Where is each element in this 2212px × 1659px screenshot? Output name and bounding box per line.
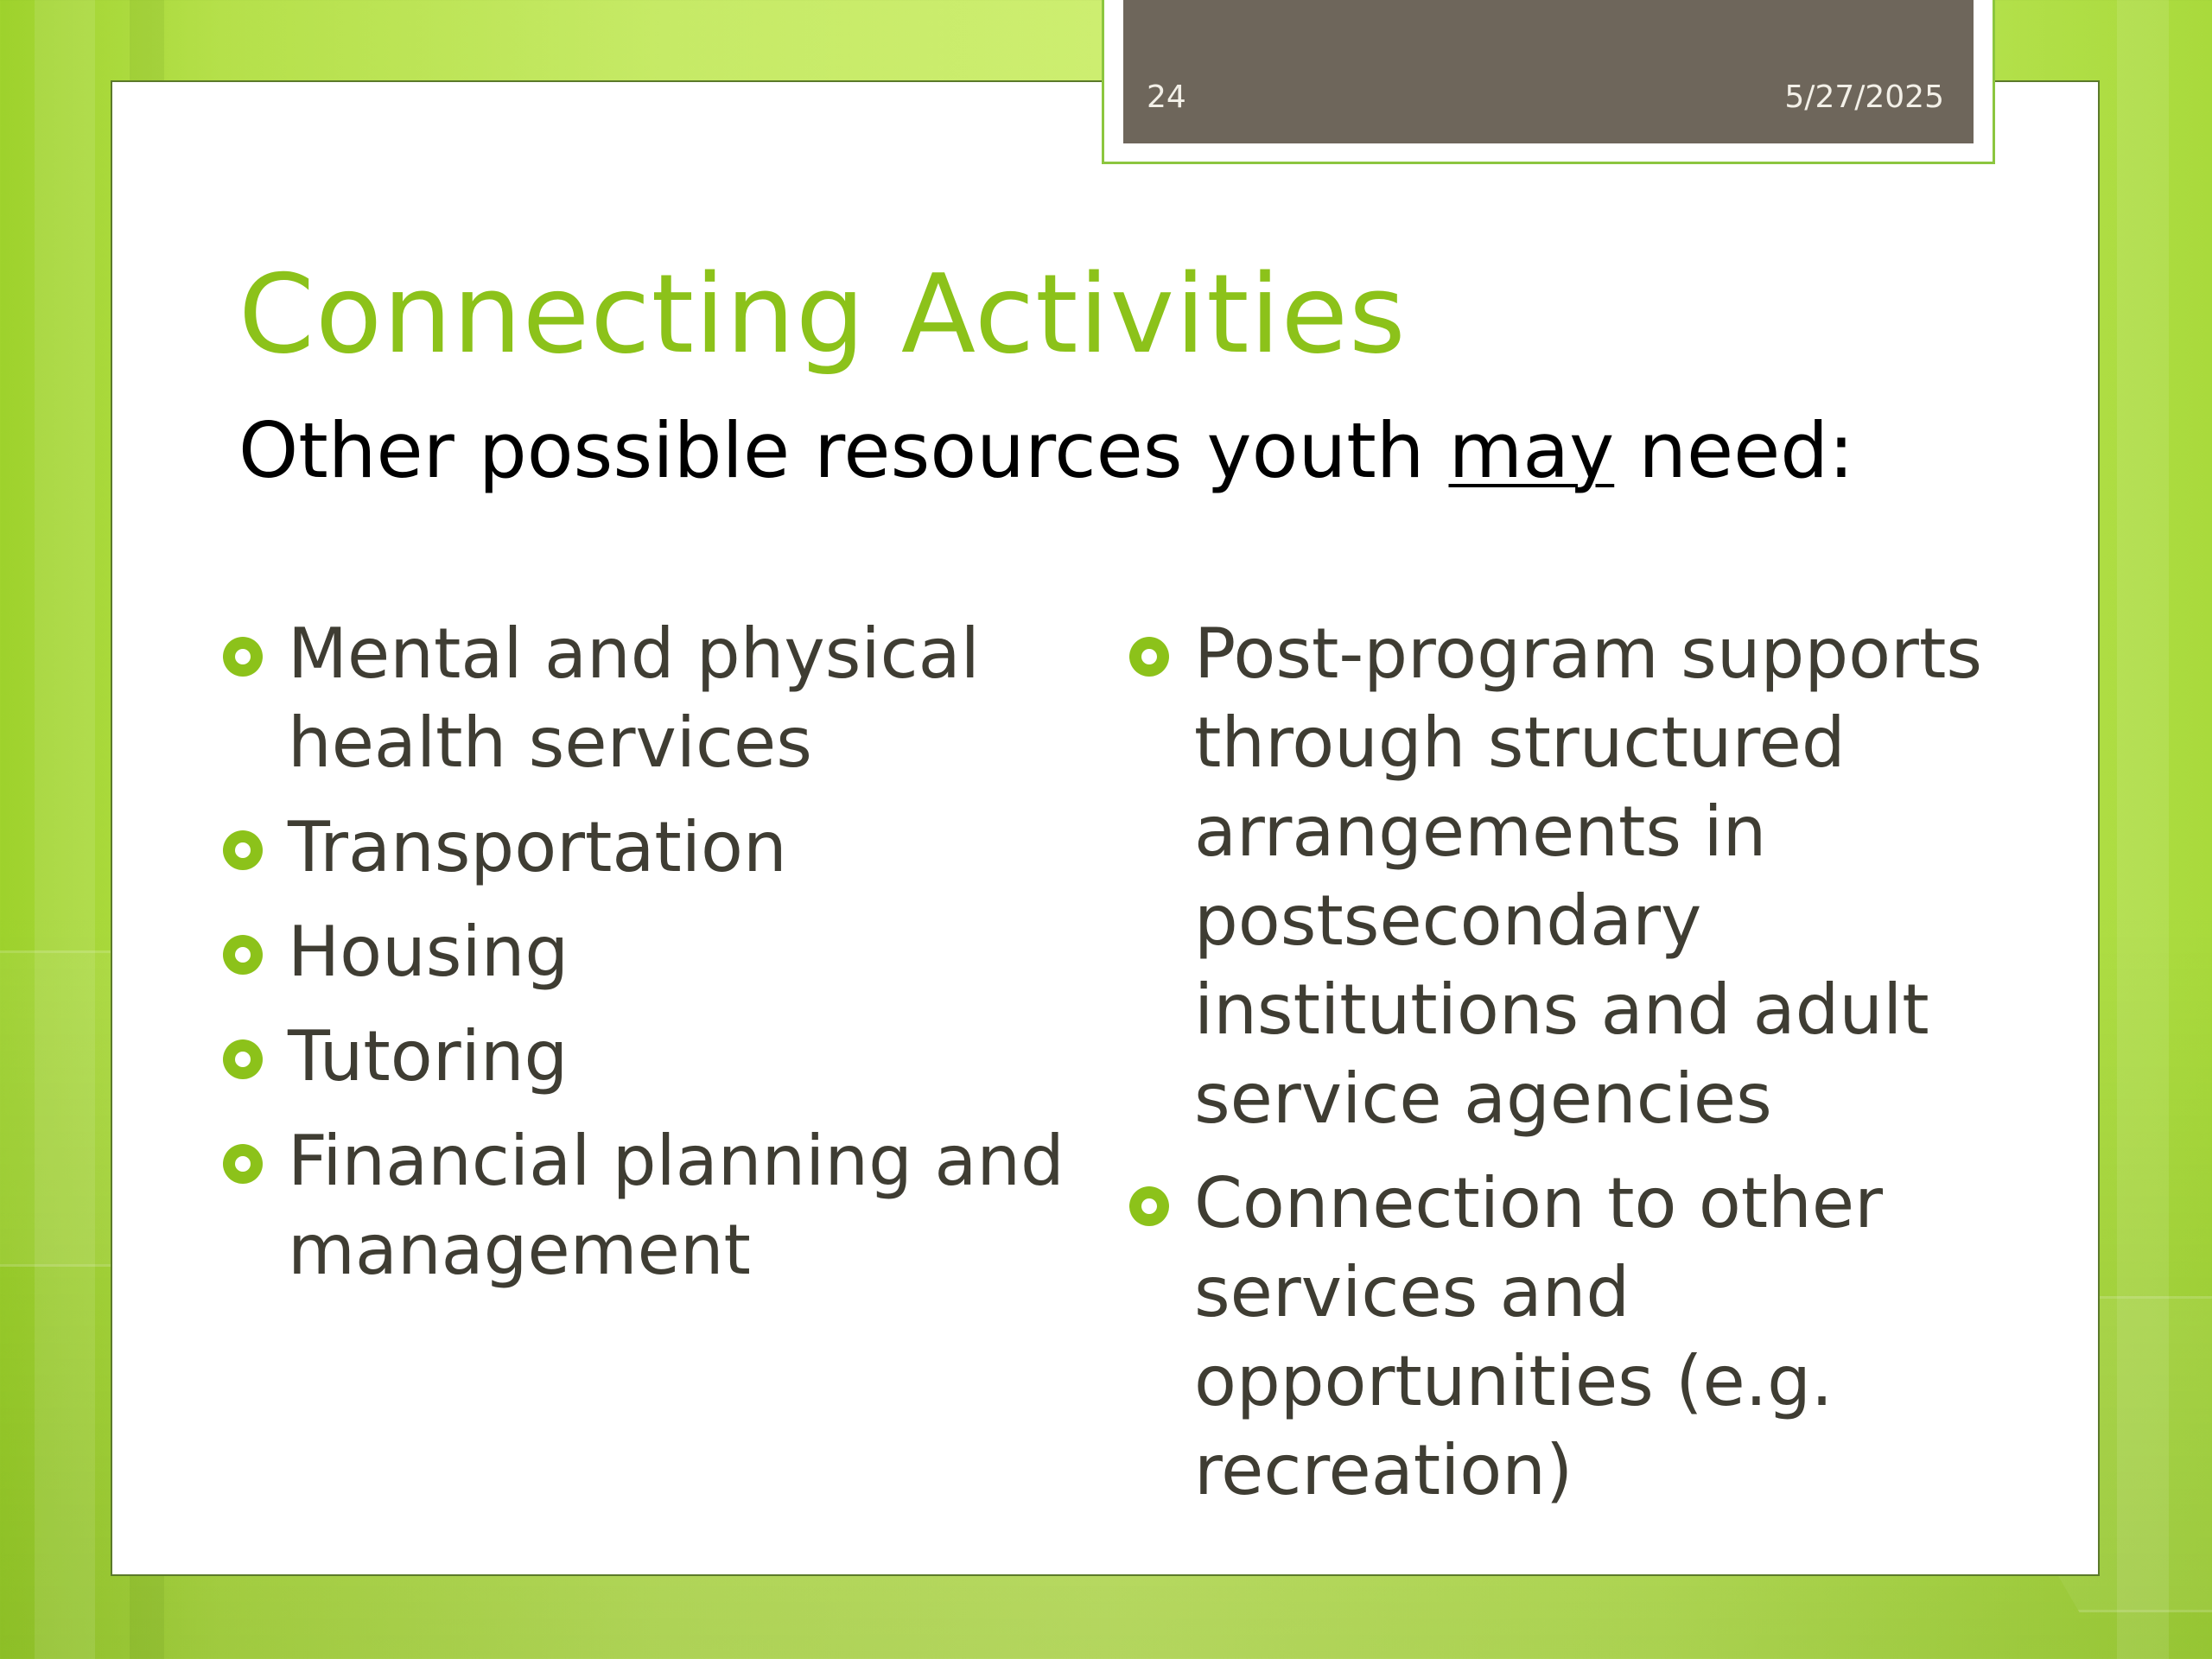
bullet-text: Mental and physical health services [288,613,980,783]
bullet-item [223,907,1087,996]
bullet-icon [223,935,263,975]
bullet-text: Housing [288,912,569,992]
bullet-icon [223,637,263,677]
bullet-item [1129,609,2037,1143]
bullet-icon [223,1144,263,1184]
subtitle-text-before: Other possible resources youth [238,406,1449,495]
bullet-item [1129,1159,2037,1515]
bullet-text: Post-program supports through structured arrangements in postsecondary institutions and adult service agencies [1194,613,1982,1139]
slide-number: 24 [1147,79,1186,115]
bullet-text: Connection to other services and opportunities (e.g. recreation) [1194,1163,1883,1510]
bullet-item [223,803,1087,892]
bullet-icon [1129,637,1169,677]
right-bullet-list [1129,609,2037,1530]
slide-subtitle [238,406,1854,495]
subtitle-underlined-word: may [1448,406,1615,495]
subtitle-text-after: need: [1614,406,1854,495]
bullet-icon [1129,1186,1169,1226]
slide-title: Connecting Activities [238,251,1407,378]
bullet-icon [223,830,263,870]
bullet-icon [223,1039,263,1079]
bullet-text: Transportation [288,807,787,887]
bullet-item [223,1012,1087,1101]
left-bullet-list [223,609,1087,1310]
slide-date: 5/27/2025 [1784,79,1944,115]
bullet-text: Financial planning and management [288,1121,1065,1290]
header-tab [1123,0,1974,143]
bullet-item [223,1116,1087,1294]
background-stripe [35,0,95,1659]
bullet-text: Tutoring [288,1016,569,1096]
bullet-item [223,609,1087,787]
